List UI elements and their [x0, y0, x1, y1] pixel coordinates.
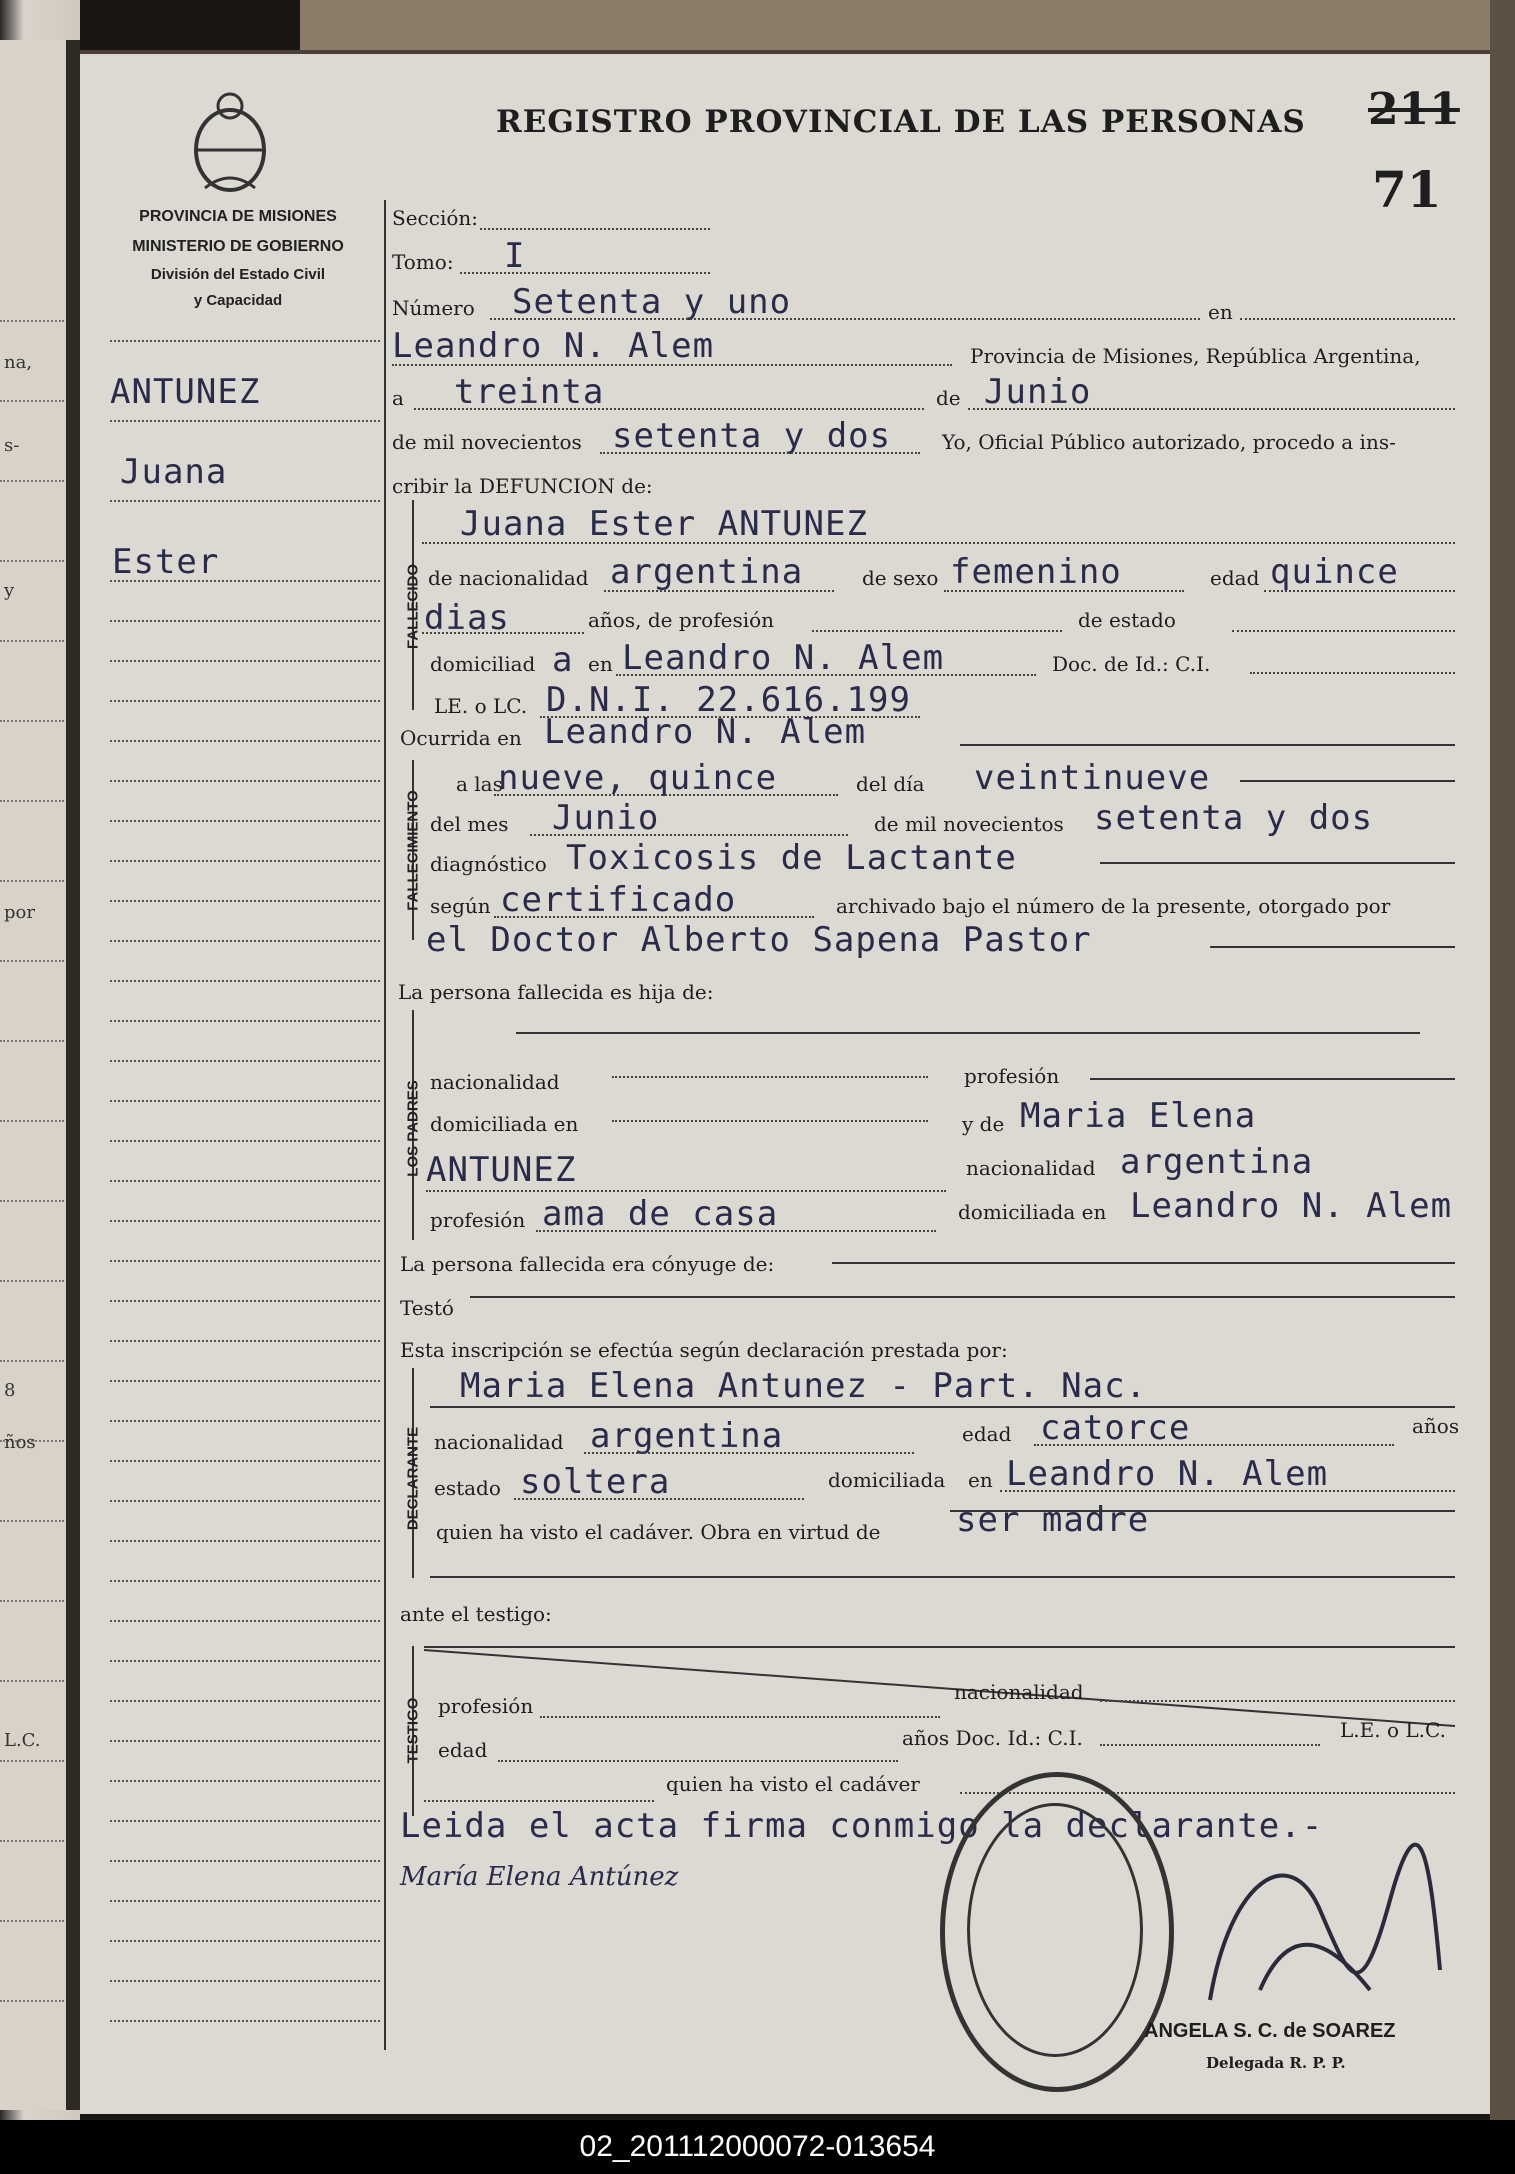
value-mes-fall: Junio	[552, 798, 660, 838]
value-domicilio: Leandro N. Alem	[622, 638, 945, 678]
label-ocurrida: Ocurrida en	[400, 726, 522, 750]
label-anos-profesion: años, de profesión	[588, 608, 775, 632]
label-de: de	[936, 386, 961, 410]
label-nacionalidad-padre: nacionalidad	[430, 1070, 560, 1094]
value-tomo: I	[504, 236, 526, 276]
label-en: en	[588, 652, 613, 676]
label-a-las: a las	[456, 772, 503, 796]
label-t-profesion: profesión	[438, 1694, 534, 1718]
margin-name: Juana	[120, 452, 228, 492]
section-fallecimiento: FALLECIMIENTO	[404, 790, 422, 911]
value-madre-profesion: ama de casa	[542, 1194, 779, 1234]
label-provincia: Provincia de Misiones, República Argentina,	[970, 344, 1421, 368]
value-sexo: femenino	[950, 552, 1122, 592]
section-declarante: DECLARANTE	[404, 1426, 422, 1531]
label-t-quien: quien ha visto el cadáver	[666, 1772, 920, 1796]
value-diagnostico: Toxicosis de Lactante	[566, 838, 1017, 878]
value-ocurrida: Leandro N. Alem	[544, 712, 867, 752]
label-de-estado: de estado	[1078, 608, 1176, 632]
value-nacionalidad: argentina	[610, 552, 804, 592]
value-madre-domicilio: Leandro N. Alem	[1130, 1186, 1453, 1226]
label-nacionalidad-decl: nacionalidad	[434, 1430, 564, 1454]
label-nacionalidad-madre: nacionalidad	[966, 1156, 1096, 1180]
left-fragment: por	[4, 902, 35, 923]
label-estado: estado	[434, 1476, 501, 1500]
value-hora: nueve, quince	[498, 758, 778, 798]
value-nombre: Juana Ester ANTUNEZ	[460, 504, 868, 544]
label-del-mes: del mes	[430, 812, 509, 836]
label-doc-id: Doc. de Id.: C.I.	[1052, 652, 1211, 676]
label-edad: edad	[1210, 566, 1260, 590]
value-madre: Maria Elena	[1020, 1096, 1257, 1136]
value-edad: quince	[1270, 552, 1399, 592]
page-title: REGISTRO PROVINCIAL DE LAS PERSONAS	[496, 104, 1306, 140]
label-domiciliada-decl: domiciliada	[828, 1468, 946, 1492]
book-cover	[300, 0, 1515, 52]
registry-seal	[940, 1772, 1174, 2092]
label-profesion-padre: profesión	[964, 1064, 1060, 1088]
margin-name: Ester	[112, 542, 220, 582]
value-anio: setenta y dos	[612, 416, 892, 456]
label-del-dia: del día	[856, 772, 925, 796]
office-line: y Capacidad	[193, 292, 283, 309]
label-t-le-lc: L.E. o L.C.	[1340, 1718, 1446, 1742]
label-domiciliada-madre: domiciliada en	[958, 1200, 1107, 1224]
label-t-nacionalidad: nacionalidad	[954, 1680, 1084, 1704]
official-name: ANGELA S. C. de SOAREZ	[1144, 2020, 1396, 2042]
value-anio-fall: setenta y dos	[1094, 798, 1374, 838]
label-declaracion: Esta inscripción se efectúa según declaración prestada por:	[400, 1338, 1008, 1362]
label-sexo: de sexo	[862, 566, 939, 590]
section-fallecido: FALLECIDO	[404, 564, 422, 649]
label-cribir: cribir la DEFUNCION de:	[392, 474, 653, 498]
label-domiciliada-padre: domiciliada en	[430, 1112, 579, 1136]
value-declarante: Maria Elena Antunez - Part. Nac.	[460, 1366, 1148, 1406]
label-profesion-madre: profesión	[430, 1208, 526, 1232]
value-dni: D.N.I. 22.616.199	[546, 680, 911, 720]
value-dia-fall: veintinueve	[974, 758, 1211, 798]
label-edad-decl: edad	[962, 1422, 1012, 1446]
label-a: a	[392, 386, 404, 410]
label-yo-oficial: Yo, Oficial Público autorizado, procedo a ins-	[942, 430, 1396, 454]
label-en-decl: en	[968, 1468, 993, 1492]
label-diagnostico: diagnóstico	[430, 852, 547, 876]
label-tomo: Tomo:	[392, 250, 454, 274]
label-hija-de: La persona fallecida es hija de:	[398, 980, 714, 1004]
office-line: MINISTERIO DE GOBIERNO	[132, 238, 344, 255]
value-decl-edad: catorce	[1040, 1408, 1191, 1448]
book-spine	[66, 40, 80, 2110]
record-number: 71	[1372, 160, 1442, 219]
value-dom-suffix: a	[552, 640, 574, 680]
value-leida: Leida el acta firma conmigo la declarante.-	[400, 1806, 1324, 1846]
value-dia: treinta	[454, 372, 605, 412]
signature-declarante: María Elena Antúnez	[400, 1862, 679, 1892]
value-madre-nacionalidad: argentina	[1120, 1142, 1314, 1182]
official-title: Delegada R. P. P.	[1206, 2054, 1346, 2072]
struck-number: 211	[1368, 84, 1460, 135]
left-fragment: y	[4, 580, 15, 601]
label-nacionalidad: de nacionalidad	[428, 566, 589, 590]
book-cover	[1490, 0, 1515, 2120]
official-signature	[1170, 1820, 1470, 2030]
coat-of-arms-icon	[185, 88, 275, 198]
section-testigo: TESTIGO	[404, 1697, 422, 1764]
label-quien-visto: quien ha visto el cadáver. Obra en virtud de	[436, 1520, 881, 1544]
section-padres: LOS PADRES	[404, 1080, 422, 1177]
label-seccion: Sección:	[392, 206, 478, 230]
label-segun: según	[430, 894, 491, 918]
office-line: División del Estado Civil	[150, 266, 326, 283]
left-fragment: 8	[4, 1380, 16, 1401]
office-line: PROVINCIA DE MISIONES	[139, 208, 337, 225]
image-id-footer: 02_201112000072-013654	[0, 2120, 1515, 2174]
value-decl-nacionalidad: argentina	[590, 1416, 784, 1456]
left-fragment: na,	[4, 352, 33, 373]
value-mes: Junio	[984, 372, 1092, 412]
label-t-anos-doc: años Doc. Id.: C.I.	[902, 1726, 1083, 1750]
margin-divider	[384, 200, 386, 2050]
label-le-lc: LE. o LC.	[434, 694, 528, 718]
label-t-edad: edad	[438, 1738, 488, 1762]
label-archivado: archivado bajo el número de la presente, otorgado por	[836, 894, 1391, 918]
value-decl-virtud: ser madre	[956, 1500, 1150, 1540]
margin-surname: ANTUNEZ	[110, 372, 261, 412]
label-ante-testigo: ante el testigo:	[400, 1602, 552, 1626]
left-fragment: s-	[4, 435, 20, 456]
value-decl-estado: soltera	[520, 1462, 671, 1502]
label-en: en	[1208, 300, 1233, 324]
label-anos: años	[1412, 1414, 1460, 1438]
value-lugar: Leandro N. Alem	[392, 326, 715, 366]
value-segun: certificado	[500, 880, 737, 920]
label-testo: Testó	[400, 1296, 454, 1320]
left-fragment: ños	[4, 1432, 36, 1453]
label-domiciliad: domiciliad	[430, 652, 536, 676]
value-dias: dias	[424, 598, 510, 638]
value-madre-apellido: ANTUNEZ	[426, 1150, 577, 1190]
value-medico: el Doctor Alberto Sapena Pastor	[426, 920, 1092, 960]
value-decl-domicilio: Leandro N. Alem	[1006, 1454, 1329, 1494]
label-numero: Número	[392, 296, 475, 320]
left-page	[0, 40, 68, 2110]
label-y-de: y de	[962, 1112, 1005, 1136]
value-numero: Setenta y uno	[512, 282, 792, 322]
seal-inner-ring	[967, 1803, 1143, 2057]
label-conyuge: La persona fallecida era cónyuge de:	[400, 1252, 775, 1276]
left-fragment: L.C.	[4, 1730, 41, 1751]
label-de-mil: de mil novecientos	[392, 430, 582, 454]
label-de-mil-2: de mil novecientos	[874, 812, 1064, 836]
